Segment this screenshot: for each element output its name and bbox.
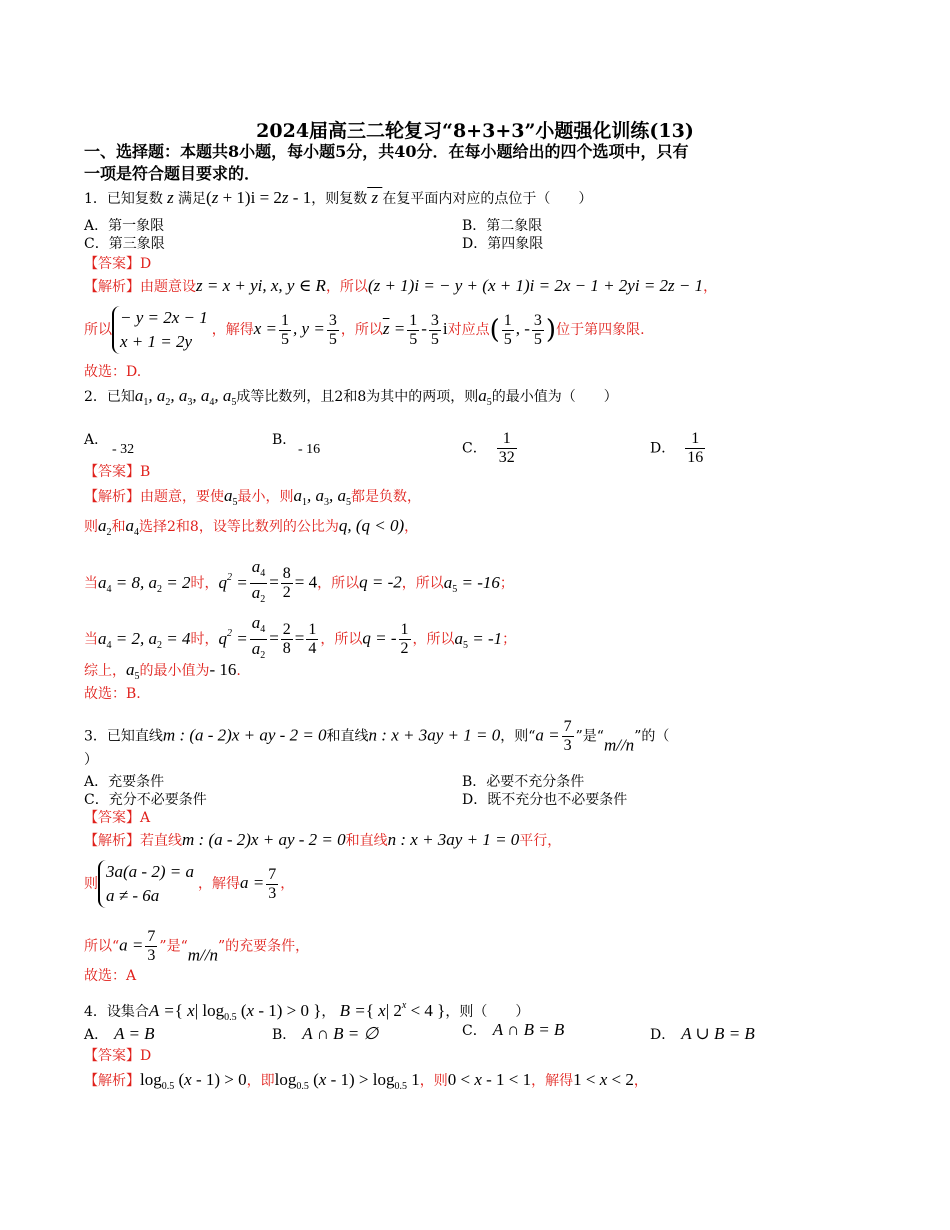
q2-option-c: C． $\frac{1}{32}$ — [462, 430, 515, 466]
section-heading-cont: 一项是符合题目要求的． — [84, 164, 261, 183]
q4-option-a: A． A = B — [84, 1024, 155, 1043]
q2-stem: 2．已知$a_1$, $a_2$, $a_3$, $a_4$, $a_5$成等比数列，且2和8为其中的两项，则$a_5$的最小值为（ ） — [84, 386, 618, 408]
q1-option-b: B．第二象限 — [462, 218, 543, 234]
q2-conclusion: 故选：B. — [84, 686, 141, 702]
section-heading: 一、选择题：本题共8小题，每小题5分，共40分．在每小题给出的四个选项中，只有 — [84, 142, 689, 161]
q4-option-b: B． A ∩ B = ∅ — [272, 1024, 379, 1043]
q1-answer: 【答案】D — [84, 256, 152, 272]
q2-analysis-5: 综上，$a_5$的最小值为- 16. — [84, 660, 241, 682]
q2-analysis-2: 则$a_2$和$a_4$选择2和8，设等比数列的公比为q, (q < 0)， — [84, 516, 419, 538]
q3-analysis-1: 【解析】若直线m : (a - 2)x + ay - 2 = 0和直线n : x + 3ay + 1 = 0平行， — [84, 830, 562, 849]
q2-analysis-3: 当$a_4 = 8$, $a_2 = 2$时，$q^2$ = $\frac{a_4}{a_2}$ = $\frac{8}{2}$ = 4，所以q = -2，所以$a_5 = -16$； — [84, 557, 514, 605]
q4-option-c: C． A ∩ B = B — [462, 1020, 565, 1039]
q1-option-a: A．第一象限 — [84, 218, 165, 234]
q1-analysis-2: 所以 − y = 2x − 1 x + 1 = 2y ，解得x = $\frac{1}{5}$ , y = $\frac{3}{5}$ ，所以$\overline{z}$ = $\frac{1}{5}$ - $\frac{3}{5}$ i对应点( $\frac{1}{5}$ , - $\frac{3}{5}$ )位于第四象限. — [84, 306, 645, 354]
q3-option-d: D．既不充分也不必要条件 — [462, 792, 628, 808]
q2-analysis-1: 【解析】由题意，要使$a_5$最小，则$a_1$, $a_3$, $a_5$都是负数， — [84, 486, 421, 508]
q1-analysis-1: 【解析】由题意设z = x + yi, x, y ∈ R，所以(z + 1)i = − y + (x + 1)i = 2x − 1 + 2yi = 2z − 1， — [84, 276, 718, 295]
q4-stem: 4．设集合A ={ x| $\log_{0.5} (x - 1) > 0$ }， B ={ x| $2^x < 4$ }，则（ ） — [84, 1000, 530, 1023]
q4-analysis-1: 【解析】$\log_{0.5} (x - 1) > 0$，即$\log_{0.5} (x - 1) > \log_{0.5} 1$，则0 < x - 1 < 1，解得1 < x < 2， — [84, 1070, 648, 1092]
page-title: 2024届高三二轮复习“8+3+3”小题强化训练(13) — [256, 120, 694, 142]
q3-analysis-2: 则 3a(a - 2) = a a ≠ - 6a ，解得a = $\frac{7}{3}$ ， — [84, 860, 294, 908]
q1-conclusion: 故选：D. — [84, 364, 142, 380]
q2-analysis-4: 当$a_4 = 2$, $a_2 = 4$时，$q^2$ = $\frac{a_4}{a_2}$ = $\frac{2}{8}$ = $\frac{1}{4}$ ，所以q = - $\frac{1}{2}$ ，所以$a_5 = -1$； — [84, 613, 517, 661]
q3-conclusion: 故选：A — [84, 968, 137, 984]
q3-option-b: B．必要不充分条件 — [462, 774, 585, 790]
q1-option-d: D．第四象限 — [462, 236, 544, 252]
q2-answer: 【答案】B — [84, 464, 151, 480]
q2-option-a-value: - 32 — [112, 442, 135, 457]
q1-stem: 1．已知复数 z 满足(z + 1)i = 2z - 1，则复数 z 在复平面内对应的点位于（ ） — [84, 188, 593, 207]
q4-option-d: D． A ∪ B = B — [650, 1024, 755, 1043]
q2-option-b: B． — [272, 432, 297, 448]
q3-option-c: C．充分不必要条件 — [84, 792, 207, 808]
q4-answer: 【答案】D — [84, 1048, 152, 1064]
q3-answer: 【答案】A — [84, 810, 151, 826]
q3-stem: 3．已知直线m : (a - 2)x + ay - 2 = 0和直线n : x + 3ay + 1 = 0，则“a = $\frac{7}{3}$ ”是“m//n”的（ — [84, 718, 670, 755]
q2-option-a: A． — [84, 432, 109, 448]
q1-option-c: C．第三象限 — [84, 236, 165, 252]
q3-stem-cont: ） — [84, 752, 98, 768]
q3-option-a: A．充要条件 — [84, 774, 165, 790]
q2-option-b-value: - 16 — [298, 442, 321, 457]
q3-analysis-3: 所以“a = $\frac{7}{3}$ ”是“m//n”的充要条件， — [84, 928, 310, 965]
q2-option-d: D． $\frac{1}{16}$ — [650, 430, 704, 466]
